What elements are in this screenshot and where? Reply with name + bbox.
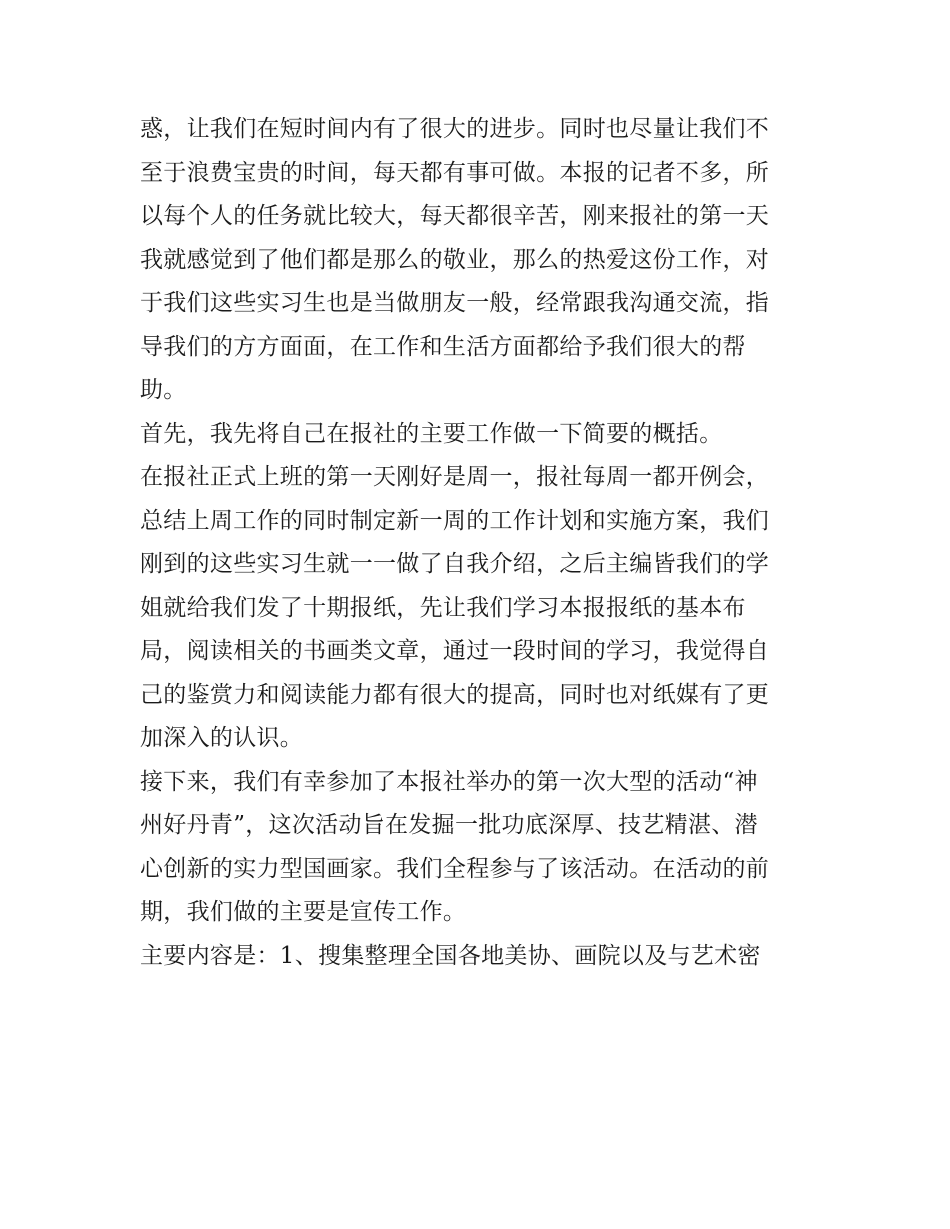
- text-line-13: 局，阅读相关的书画类文章，通过一段时间的学习，我觉得自: [140, 638, 770, 664]
- text-line-5: 于我们这些实习生也是当做朋友一般，经常跟我沟通交流，指: [140, 290, 770, 316]
- text-line-4: 我就感觉到了他们都是那么的敬业，那么的热爱这份工作，对: [140, 246, 770, 273]
- text-line-2: 至于浪费宝贵的时间，每天都有事可做。本报的记者不多，所: [140, 159, 770, 186]
- text-line-14: 己的鉴赏力和阅读能力都有很大的提高，同时也对纸媒有了更: [140, 681, 770, 708]
- text-line-1: 惑，让我们在短时间内有了很大的进步。同时也尽量让我们不: [140, 116, 770, 142]
- text-line-12: 姐就给我们发了十期报纸，先让我们学习本报报纸的基本布: [140, 594, 746, 621]
- body-text: [140, 108, 830, 978]
- text-line-6: 导我们的方方面面，在工作和生活方面都给予我们很大的帮: [140, 333, 746, 360]
- text-line-10: 总结上周工作的同时制定新一周的工作计划和实施方案，我们: [140, 507, 770, 534]
- text-line-18: 心创新的实力型国画家。我们全程参与了该活动。在活动的前: [140, 855, 770, 882]
- text-line-20: 主要内容是：1、搜集整理全国各地美协、画院以及与艺术密: [140, 942, 761, 969]
- text-line-16: 接下来，我们有幸参加了本报社举办的第一次大型的活动“神: [140, 768, 758, 795]
- text-line-19: 期，我们做的主要是宣传工作。: [140, 899, 467, 925]
- text-line-3: 以每个人的任务就比较大，每天都很辛苦，刚来报社的第一天: [140, 203, 770, 229]
- text-line-9: 在报社正式上班的第一天刚好是周一，报社每周一都开例会，: [140, 464, 770, 490]
- text-line-8: 首先，我先将自己在报社的主要工作做一下简要的概括。: [140, 420, 723, 447]
- text-line-11: 刚到的这些实习生就一一做了自我介绍，之后主编皆我们的学: [140, 551, 770, 577]
- text-line-15: 加深入的认识。: [140, 725, 304, 751]
- text-line-7: 助。: [140, 377, 187, 403]
- text-line-17: 州好丹青”，这次活动旨在发掘一批功底深厚、技艺精湛、潜: [140, 812, 758, 838]
